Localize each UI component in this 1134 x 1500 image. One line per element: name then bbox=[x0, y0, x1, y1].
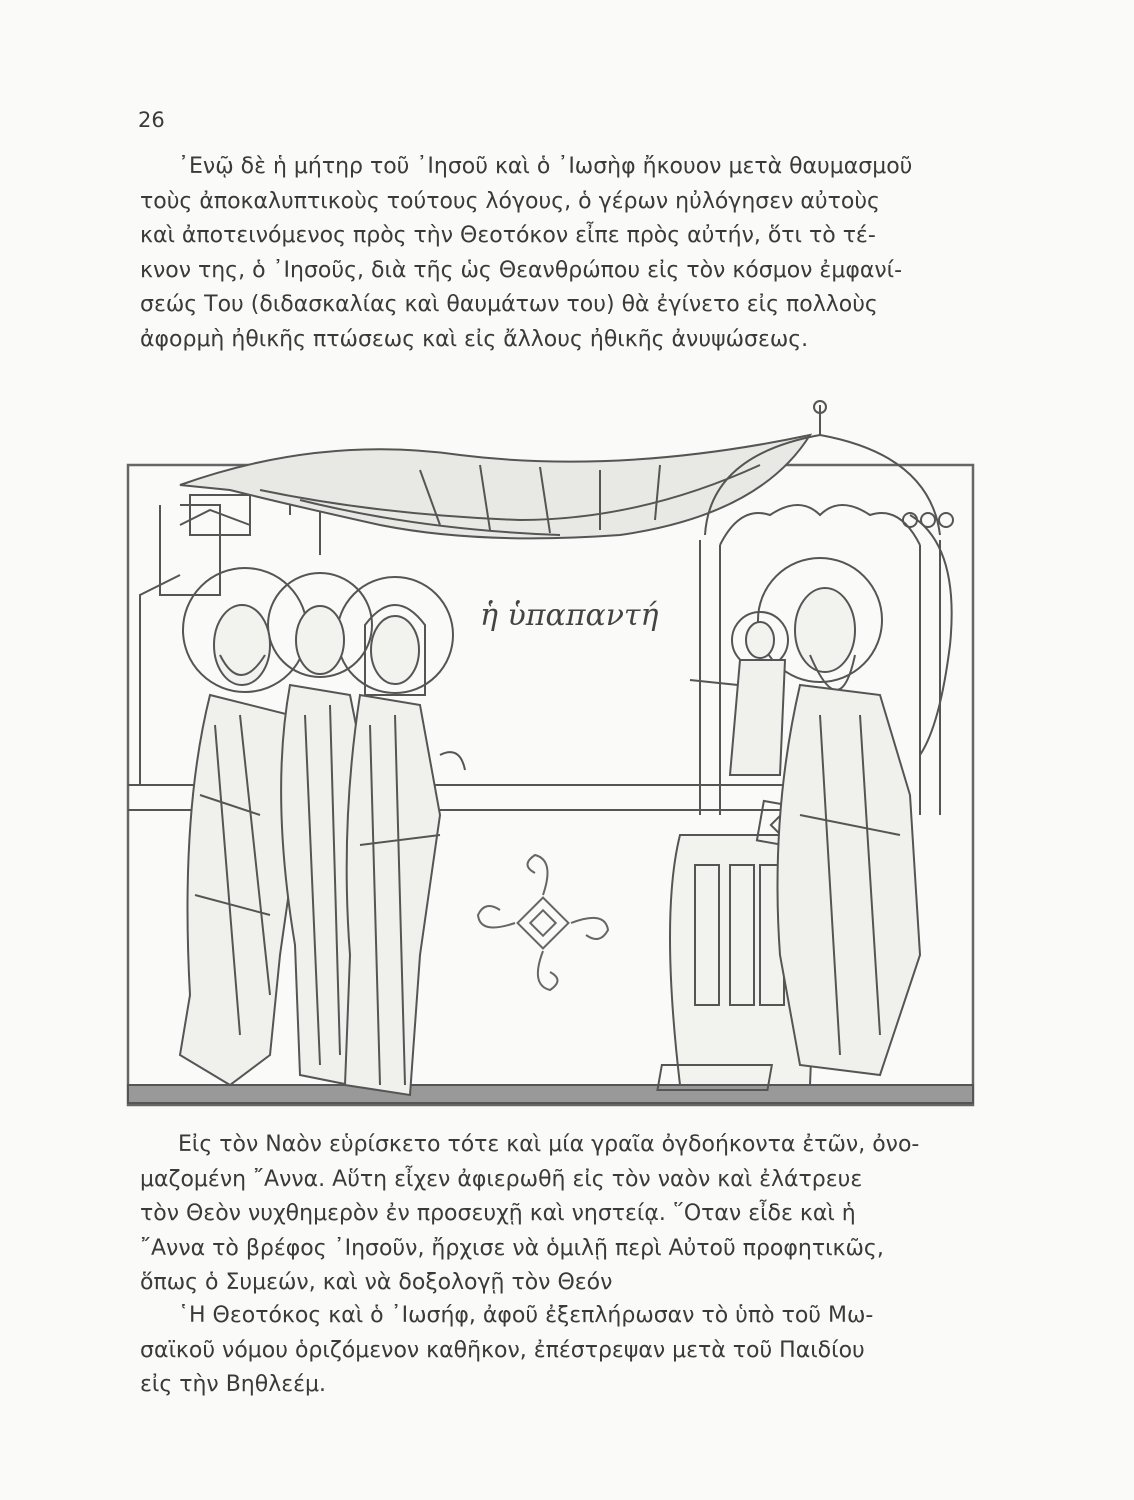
text-line: ῎Αννα τὸ βρέφος ᾿Ιησοῦν, ἤρχισε νὰ ὁμιλῇ περὶ Αὐτοῦ προφητικῶς, bbox=[140, 1235, 884, 1261]
paragraph-anna bbox=[140, 1128, 970, 1301]
text-line: ἀφορμὴ ἠθικῆς πτώσεως καὶ εἰς ἄλλους ἠθικῆς ἀνυψώσεως. bbox=[140, 326, 809, 352]
text-line: τὸν Θεὸν νυχθημερὸν ἐν προσευχῇ καὶ νηστείᾳ. ῞Οταν εἶδε καὶ ἡ bbox=[140, 1201, 856, 1226]
text-line: καὶ ἀποτεινόμενος πρὸς τὴν Θεοτόκον εἶπε πρὸς αὐτήν, ὅτι τὸ τέ- bbox=[140, 223, 876, 248]
page-number: 26 bbox=[138, 108, 165, 132]
text-line: σαϊκοῦ νόμου ὁριζόμενον καθῆκον, ἐπέστρεψαν μετὰ τοῦ Παιδίου bbox=[140, 1337, 865, 1363]
figure-caption: ἡ ὑπαπαντή bbox=[480, 598, 659, 633]
text-line: ῾Η Θεοτόκος καὶ ὁ ᾿Ιωσήφ, ἀφοῦ ἐξεπλήρωσαν τὸ ὑπὸ τοῦ Μω- bbox=[178, 1303, 874, 1328]
text-line: τοὺς ἀποκαλυπτικοὺς τούτους λόγους, ὁ γέρων ηὐλόγησεν αὐτοὺς bbox=[140, 188, 880, 214]
text-line: κνον της, ὁ ᾿Ιησοῦς, διὰ τῆς ὡς Θεανθρώπου εἰς τὸν κόσμον ἐμφανί- bbox=[140, 257, 903, 283]
paragraph-simeon-prophecy bbox=[140, 150, 970, 357]
text-line: Εἰς τὸν Ναὸν εὑρίσκετο τότε καὶ μία γραῖα ὀγδοήκοντα ἐτῶν, ὀνο- bbox=[178, 1132, 920, 1157]
text-line: σεώς Του (διδασκαλίας καὶ θαυμάτων του) θὰ ἐγίνετο εἰς πολλοὺς bbox=[140, 292, 878, 317]
paragraph-return-bethlehem bbox=[140, 1299, 970, 1403]
text-line: ᾿Ενῷ δὲ ἡ μήτηρ τοῦ ᾿Ιησοῦ καὶ ὁ ᾿Ιωσὴφ ἤκουον μετὰ θαυμασμοῦ bbox=[178, 154, 913, 179]
text-line: ὅπως ὁ Συμεών, καὶ νὰ δοξολογῇ τὸν Θεόν bbox=[140, 1270, 613, 1295]
icon-presentation-illustration bbox=[120, 395, 980, 1115]
text-line: μαζομένη ῎Αννα. Αὕτη εἶχεν ἀφιερωθῆ εἰς τὸν ναὸν καὶ ἐλάτρευε bbox=[140, 1166, 863, 1192]
text-line: εἰς τὴν Βηθλεέμ. bbox=[140, 1372, 327, 1397]
